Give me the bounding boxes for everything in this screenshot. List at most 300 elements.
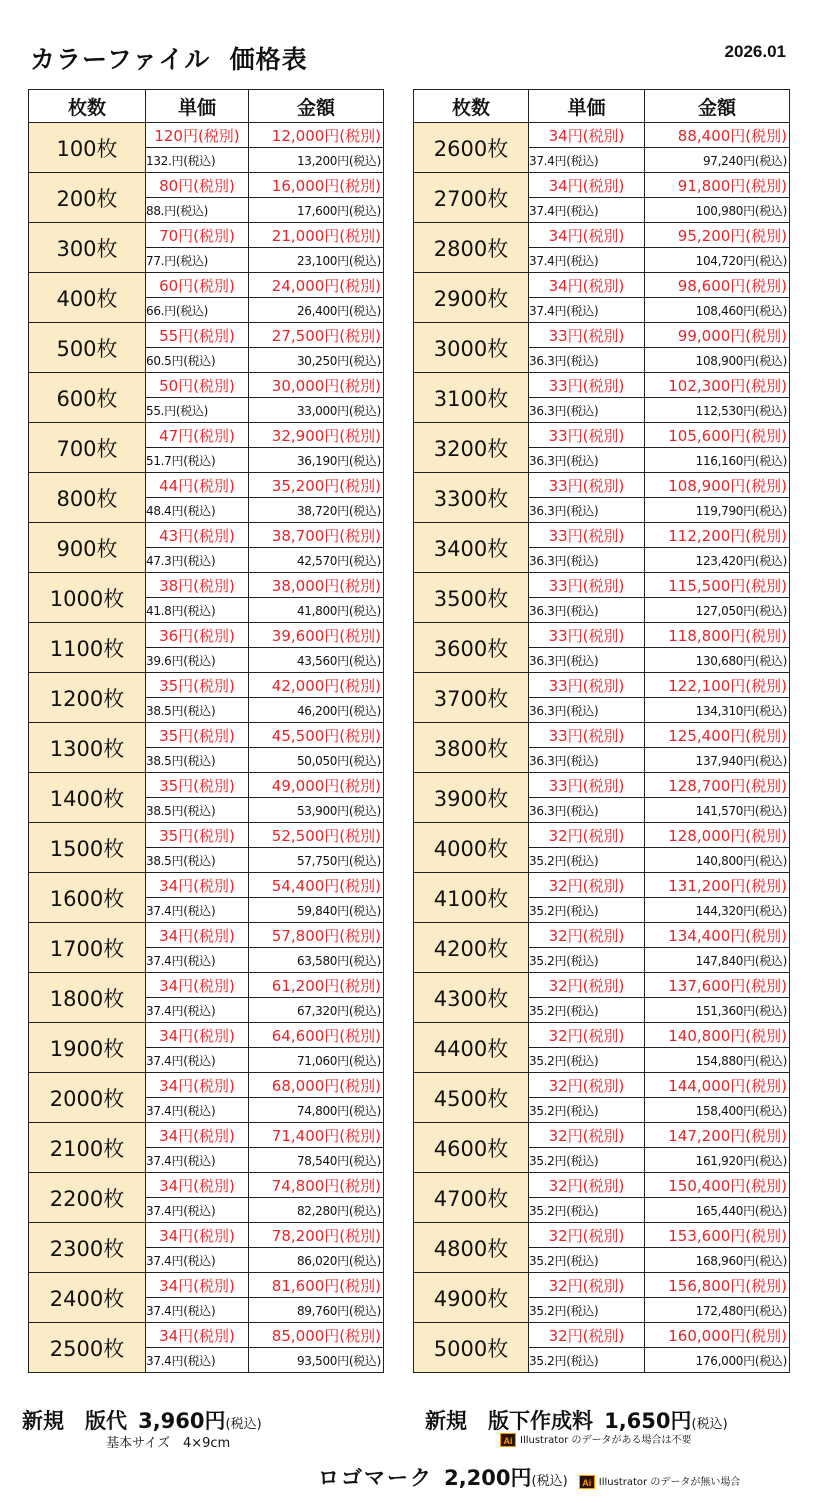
table-row	[29, 423, 384, 448]
header-amount: 金額	[249, 90, 384, 123]
amount-excl-tax: 74,800円(税別)	[249, 1173, 384, 1198]
unit-price-excl-tax: 34円(税別)	[529, 123, 645, 148]
quantity-cell: 2500枚	[29, 1323, 146, 1373]
quantity-cell: 2700枚	[414, 173, 529, 223]
amount-incl-tax: 141,570円(税込)	[645, 798, 790, 823]
unit-price-incl-tax: 37.4円(税込)	[146, 1098, 249, 1123]
amount-excl-tax: 91,800円(税別)	[645, 173, 790, 198]
unit-price-incl-tax: 36.3円(税込)	[529, 698, 645, 723]
amount-excl-tax: 12,000円(税別)	[249, 123, 384, 148]
unit-price-excl-tax: 55円(税別)	[146, 323, 249, 348]
quantity-cell: 900枚	[29, 523, 146, 573]
amount-excl-tax: 57,800円(税別)	[249, 923, 384, 948]
unit-price-incl-tax: 55.円(税込)	[146, 398, 249, 423]
unit-price-incl-tax: 36.3円(税込)	[529, 798, 645, 823]
logo-fee-tax: (税込)	[531, 1474, 568, 1489]
unit-price-incl-tax: 41.8円(税込)	[146, 598, 249, 623]
table-row	[414, 1273, 790, 1298]
quantity-cell: 1600枚	[29, 873, 146, 923]
unit-price-excl-tax: 50円(税別)	[146, 373, 249, 398]
amount-excl-tax: 147,200円(税別)	[645, 1123, 790, 1148]
amount-excl-tax: 156,800円(税別)	[645, 1273, 790, 1298]
amount-incl-tax: 165,440円(税込)	[645, 1198, 790, 1223]
amount-incl-tax: 78,540円(税込)	[249, 1148, 384, 1173]
amount-incl-tax: 176,000円(税込)	[645, 1348, 790, 1373]
quantity-cell: 4900枚	[414, 1273, 529, 1323]
table-row	[414, 1223, 790, 1248]
table-row	[414, 123, 790, 148]
unit-price-incl-tax: 66.円(税込)	[146, 298, 249, 323]
amount-excl-tax: 78,200円(税別)	[249, 1223, 384, 1248]
amount-incl-tax: 13,200円(税込)	[249, 148, 384, 173]
table-row	[414, 823, 790, 848]
quantity-cell: 2600枚	[414, 123, 529, 173]
unit-price-incl-tax: 36.3円(税込)	[529, 548, 645, 573]
table-row	[29, 1223, 384, 1248]
plate-fee-label: 新規 版代	[22, 1409, 127, 1433]
unit-price-incl-tax: 36.3円(税込)	[529, 448, 645, 473]
quantity-cell: 3400枚	[414, 523, 529, 573]
amount-incl-tax: 127,050円(税込)	[645, 598, 790, 623]
unit-price-excl-tax: 47円(税別)	[146, 423, 249, 448]
amount-excl-tax: 134,400円(税別)	[645, 923, 790, 948]
amount-excl-tax: 38,700円(税別)	[249, 523, 384, 548]
table-row	[29, 1273, 384, 1298]
quantity-cell: 2400枚	[29, 1273, 146, 1323]
amount-excl-tax: 24,000円(税別)	[249, 273, 384, 298]
unit-price-excl-tax: 34円(税別)	[146, 1023, 249, 1048]
page-title: カラーファイル 価格表	[30, 45, 308, 74]
amount-incl-tax: 67,320円(税込)	[249, 998, 384, 1023]
blockcopy-fee-label: 新規 版下作成料	[425, 1409, 593, 1433]
table-row	[29, 123, 384, 148]
unit-price-excl-tax: 35円(税別)	[146, 673, 249, 698]
amount-incl-tax: 63,580円(税込)	[249, 948, 384, 973]
unit-price-incl-tax: 36.3円(税込)	[529, 498, 645, 523]
amount-incl-tax: 112,530円(税込)	[645, 398, 790, 423]
table-row	[29, 873, 384, 898]
table-row	[414, 673, 790, 698]
unit-price-incl-tax: 88.円(税込)	[146, 198, 249, 223]
quantity-cell: 2000枚	[29, 1073, 146, 1123]
amount-incl-tax: 158,400円(税込)	[645, 1098, 790, 1123]
amount-excl-tax: 108,900円(税別)	[645, 473, 790, 498]
logo-fee-label: ロゴマーク	[318, 1466, 433, 1490]
unit-price-incl-tax: 37.4円(税込)	[146, 1198, 249, 1223]
unit-price-incl-tax: 35.2円(税込)	[529, 1098, 645, 1123]
table-row	[414, 973, 790, 998]
table-row	[414, 1123, 790, 1148]
table-row	[29, 1023, 384, 1048]
header-amount: 金額	[645, 90, 790, 123]
amount-incl-tax: 43,560円(税込)	[249, 648, 384, 673]
quantity-cell: 3200枚	[414, 423, 529, 473]
quantity-cell: 4500枚	[414, 1073, 529, 1123]
blockcopy-note-text: Illustrator のデータがある場合は不要	[520, 1435, 692, 1446]
unit-price-incl-tax: 37.4円(税込)	[529, 298, 645, 323]
amount-incl-tax: 134,310円(税込)	[645, 698, 790, 723]
amount-excl-tax: 150,400円(税別)	[645, 1173, 790, 1198]
unit-price-excl-tax: 70円(税別)	[146, 223, 249, 248]
unit-price-excl-tax: 32円(税別)	[529, 1023, 645, 1048]
amount-excl-tax: 61,200円(税別)	[249, 973, 384, 998]
unit-price-excl-tax: 34円(税別)	[146, 923, 249, 948]
plate-fee-price: 3,960円	[138, 1409, 226, 1433]
unit-price-incl-tax: 60.5円(税込)	[146, 348, 249, 373]
unit-price-excl-tax: 32円(税別)	[529, 823, 645, 848]
amount-excl-tax: 68,000円(税別)	[249, 1073, 384, 1098]
amount-incl-tax: 30,250円(税込)	[249, 348, 384, 373]
table-row	[29, 223, 384, 248]
amount-incl-tax: 130,680円(税込)	[645, 648, 790, 673]
amount-excl-tax: 30,000円(税別)	[249, 373, 384, 398]
table-row	[29, 923, 384, 948]
unit-price-incl-tax: 38.5円(税込)	[146, 698, 249, 723]
unit-price-excl-tax: 32円(税別)	[529, 1173, 645, 1198]
unit-price-excl-tax: 35円(税別)	[146, 723, 249, 748]
unit-price-excl-tax: 34円(税別)	[146, 1173, 249, 1198]
header-qty: 枚数	[414, 90, 529, 123]
quantity-cell: 2800枚	[414, 223, 529, 273]
unit-price-excl-tax: 34円(税別)	[146, 1323, 249, 1348]
amount-incl-tax: 89,760円(税込)	[249, 1298, 384, 1323]
unit-price-excl-tax: 34円(税別)	[146, 1073, 249, 1098]
amount-incl-tax: 26,400円(税込)	[249, 298, 384, 323]
amount-incl-tax: 97,240円(税込)	[645, 148, 790, 173]
amount-incl-tax: 41,800円(税込)	[249, 598, 384, 623]
unit-price-excl-tax: 33円(税別)	[529, 523, 645, 548]
date-label: 2026.01	[724, 42, 786, 61]
header-unit-price: 単価	[146, 90, 249, 123]
unit-price-incl-tax: 37.4円(税込)	[146, 1298, 249, 1323]
unit-price-excl-tax: 34円(税別)	[529, 223, 645, 248]
quantity-cell: 3600枚	[414, 623, 529, 673]
amount-excl-tax: 45,500円(税別)	[249, 723, 384, 748]
table-row	[29, 973, 384, 998]
table-row	[414, 1323, 790, 1348]
amount-excl-tax: 27,500円(税別)	[249, 323, 384, 348]
amount-incl-tax: 42,570円(税込)	[249, 548, 384, 573]
unit-price-excl-tax: 32円(税別)	[529, 1123, 645, 1148]
quantity-cell: 1000枚	[29, 573, 146, 623]
table-row	[29, 823, 384, 848]
amount-excl-tax: 81,600円(税別)	[249, 1273, 384, 1298]
amount-excl-tax: 39,600円(税別)	[249, 623, 384, 648]
unit-price-excl-tax: 80円(税別)	[146, 173, 249, 198]
table-row	[414, 1023, 790, 1048]
amount-excl-tax: 115,500円(税別)	[645, 573, 790, 598]
unit-price-incl-tax: 37.4円(税込)	[146, 998, 249, 1023]
amount-excl-tax: 21,000円(税別)	[249, 223, 384, 248]
amount-incl-tax: 33,000円(税込)	[249, 398, 384, 423]
unit-price-incl-tax: 35.2円(税込)	[529, 1298, 645, 1323]
unit-price-excl-tax: 33円(税別)	[529, 373, 645, 398]
unit-price-excl-tax: 33円(税別)	[529, 723, 645, 748]
amount-excl-tax: 137,600円(税別)	[645, 973, 790, 998]
quantity-cell: 400枚	[29, 273, 146, 323]
unit-price-incl-tax: 35.2円(税込)	[529, 1048, 645, 1073]
price-table-left	[28, 89, 384, 1373]
unit-price-excl-tax: 32円(税別)	[529, 1273, 645, 1298]
unit-price-incl-tax: 38.5円(税込)	[146, 748, 249, 773]
unit-price-incl-tax: 37.4円(税込)	[146, 898, 249, 923]
unit-price-excl-tax: 38円(税別)	[146, 573, 249, 598]
table-row	[414, 873, 790, 898]
quantity-cell: 4400枚	[414, 1023, 529, 1073]
amount-incl-tax: 23,100円(税込)	[249, 248, 384, 273]
unit-price-excl-tax: 34円(税別)	[146, 1223, 249, 1248]
table-row	[29, 373, 384, 398]
table-row	[29, 573, 384, 598]
quantity-cell: 500枚	[29, 323, 146, 373]
amount-incl-tax: 119,790円(税込)	[645, 498, 790, 523]
unit-price-incl-tax: 77.円(税込)	[146, 248, 249, 273]
unit-price-excl-tax: 32円(税別)	[529, 973, 645, 998]
table-row	[414, 173, 790, 198]
quantity-cell: 4000枚	[414, 823, 529, 873]
quantity-cell: 4300枚	[414, 973, 529, 1023]
amount-excl-tax: 35,200円(税別)	[249, 473, 384, 498]
unit-price-excl-tax: 34円(税別)	[146, 1123, 249, 1148]
table-row	[414, 523, 790, 548]
amount-excl-tax: 128,000円(税別)	[645, 823, 790, 848]
unit-price-incl-tax: 47.3円(税込)	[146, 548, 249, 573]
amount-excl-tax: 32,900円(税別)	[249, 423, 384, 448]
amount-excl-tax: 122,100円(税別)	[645, 673, 790, 698]
table-row	[29, 1173, 384, 1198]
amount-excl-tax: 118,800円(税別)	[645, 623, 790, 648]
unit-price-excl-tax: 32円(税別)	[529, 923, 645, 948]
unit-price-excl-tax: 44円(税別)	[146, 473, 249, 498]
amount-excl-tax: 128,700円(税別)	[645, 773, 790, 798]
quantity-cell: 3700枚	[414, 673, 529, 723]
quantity-cell: 3800枚	[414, 723, 529, 773]
quantity-cell: 4700枚	[414, 1173, 529, 1223]
amount-incl-tax: 147,840円(税込)	[645, 948, 790, 973]
unit-price-incl-tax: 35.2円(税込)	[529, 998, 645, 1023]
blockcopy-note	[500, 1431, 692, 1447]
amount-excl-tax: 52,500円(税別)	[249, 823, 384, 848]
unit-price-incl-tax: 35.2円(税込)	[529, 1198, 645, 1223]
table-row	[414, 573, 790, 598]
quantity-cell: 3100枚	[414, 373, 529, 423]
table-row	[414, 373, 790, 398]
amount-incl-tax: 57,750円(税込)	[249, 848, 384, 873]
amount-incl-tax: 71,060円(税込)	[249, 1048, 384, 1073]
amount-excl-tax: 98,600円(税別)	[645, 273, 790, 298]
amount-incl-tax: 168,960円(税込)	[645, 1248, 790, 1273]
header-qty: 枚数	[29, 90, 146, 123]
amount-excl-tax: 71,400円(税別)	[249, 1123, 384, 1148]
table-row	[414, 223, 790, 248]
amount-incl-tax: 108,900円(税込)	[645, 348, 790, 373]
unit-price-excl-tax: 34円(税別)	[146, 1273, 249, 1298]
logo-note	[579, 1477, 741, 1488]
plate-fee-tax: (税込)	[225, 1417, 262, 1432]
unit-price-excl-tax: 34円(税別)	[146, 873, 249, 898]
quantity-cell: 2100枚	[29, 1123, 146, 1173]
amount-excl-tax: 140,800円(税別)	[645, 1023, 790, 1048]
table-row	[414, 1173, 790, 1198]
table-row	[414, 273, 790, 298]
quantity-cell: 800枚	[29, 473, 146, 523]
amount-excl-tax: 54,400円(税別)	[249, 873, 384, 898]
unit-price-excl-tax: 34円(税別)	[529, 173, 645, 198]
quantity-cell: 1700枚	[29, 923, 146, 973]
unit-price-excl-tax: 33円(税別)	[529, 323, 645, 348]
logo-fee	[318, 1462, 740, 1492]
amount-incl-tax: 53,900円(税込)	[249, 798, 384, 823]
amount-excl-tax: 85,000円(税別)	[249, 1323, 384, 1348]
unit-price-incl-tax: 39.6円(税込)	[146, 648, 249, 673]
amount-incl-tax: 17,600円(税込)	[249, 198, 384, 223]
amount-excl-tax: 105,600円(税別)	[645, 423, 790, 448]
table-header-row	[29, 90, 384, 123]
amount-incl-tax: 137,940円(税込)	[645, 748, 790, 773]
unit-price-excl-tax: 33円(税別)	[529, 573, 645, 598]
illustrator-icon: Ai	[500, 1433, 516, 1447]
quantity-cell: 4600枚	[414, 1123, 529, 1173]
unit-price-incl-tax: 36.3円(税込)	[529, 348, 645, 373]
amount-excl-tax: 49,000円(税別)	[249, 773, 384, 798]
quantity-cell: 100枚	[29, 123, 146, 173]
unit-price-excl-tax: 33円(税別)	[529, 673, 645, 698]
amount-excl-tax: 99,000円(税別)	[645, 323, 790, 348]
amount-incl-tax: 104,720円(税込)	[645, 248, 790, 273]
table-row	[414, 423, 790, 448]
unit-price-excl-tax: 35円(税別)	[146, 823, 249, 848]
amount-incl-tax: 59,840円(税込)	[249, 898, 384, 923]
amount-incl-tax: 154,880円(税込)	[645, 1048, 790, 1073]
unit-price-excl-tax: 34円(税別)	[529, 273, 645, 298]
amount-incl-tax: 86,020円(税込)	[249, 1248, 384, 1273]
unit-price-excl-tax: 32円(税別)	[529, 1073, 645, 1098]
quantity-cell: 1100枚	[29, 623, 146, 673]
amount-incl-tax: 50,050円(税込)	[249, 748, 384, 773]
amount-excl-tax: 42,000円(税別)	[249, 673, 384, 698]
amount-incl-tax: 151,360円(税込)	[645, 998, 790, 1023]
amount-excl-tax: 160,000円(税別)	[645, 1323, 790, 1348]
table-row	[29, 173, 384, 198]
table-row	[29, 723, 384, 748]
table-row	[29, 1073, 384, 1098]
unit-price-incl-tax: 38.5円(税込)	[146, 798, 249, 823]
unit-price-incl-tax: 37.4円(税込)	[529, 248, 645, 273]
unit-price-excl-tax: 60円(税別)	[146, 273, 249, 298]
table-row	[414, 1073, 790, 1098]
quantity-cell: 4800枚	[414, 1223, 529, 1273]
table-row	[414, 773, 790, 798]
amount-incl-tax: 74,800円(税込)	[249, 1098, 384, 1123]
amount-incl-tax: 93,500円(税込)	[249, 1348, 384, 1373]
unit-price-incl-tax: 37.4円(税込)	[146, 1048, 249, 1073]
amount-incl-tax: 100,980円(税込)	[645, 198, 790, 223]
quantity-cell: 3000枚	[414, 323, 529, 373]
unit-price-incl-tax: 37.4円(税込)	[146, 1348, 249, 1373]
amount-incl-tax: 46,200円(税込)	[249, 698, 384, 723]
unit-price-incl-tax: 35.2円(税込)	[529, 1348, 645, 1373]
unit-price-incl-tax: 35.2円(税込)	[529, 1248, 645, 1273]
table-row	[414, 623, 790, 648]
header-unit-price: 単価	[529, 90, 645, 123]
amount-excl-tax: 131,200円(税別)	[645, 873, 790, 898]
quantity-cell: 200枚	[29, 173, 146, 223]
unit-price-incl-tax: 35.2円(税込)	[529, 1148, 645, 1173]
table-row	[414, 723, 790, 748]
amount-incl-tax: 82,280円(税込)	[249, 1198, 384, 1223]
quantity-cell: 1900枚	[29, 1023, 146, 1073]
unit-price-excl-tax: 33円(税別)	[529, 623, 645, 648]
unit-price-incl-tax: 37.4円(税込)	[146, 1148, 249, 1173]
table-row	[29, 773, 384, 798]
unit-price-incl-tax: 48.4円(税込)	[146, 498, 249, 523]
amount-excl-tax: 64,600円(税別)	[249, 1023, 384, 1048]
quantity-cell: 3900枚	[414, 773, 529, 823]
unit-price-incl-tax: 35.2円(税込)	[529, 948, 645, 973]
quantity-cell: 600枚	[29, 373, 146, 423]
amount-incl-tax: 36,190円(税込)	[249, 448, 384, 473]
quantity-cell: 3300枚	[414, 473, 529, 523]
unit-price-incl-tax: 51.7円(税込)	[146, 448, 249, 473]
unit-price-excl-tax: 34円(税別)	[146, 973, 249, 998]
unit-price-incl-tax: 38.5円(税込)	[146, 848, 249, 873]
unit-price-incl-tax: 37.4円(税込)	[529, 148, 645, 173]
quantity-cell: 2300枚	[29, 1223, 146, 1273]
table-row	[29, 523, 384, 548]
unit-price-excl-tax: 43円(税別)	[146, 523, 249, 548]
blockcopy-fee-price: 1,650円	[604, 1409, 692, 1433]
table-row	[29, 623, 384, 648]
amount-incl-tax: 172,480円(税込)	[645, 1298, 790, 1323]
unit-price-excl-tax: 35円(税別)	[146, 773, 249, 798]
amount-incl-tax: 161,920円(税込)	[645, 1148, 790, 1173]
amount-excl-tax: 125,400円(税別)	[645, 723, 790, 748]
table-row	[414, 323, 790, 348]
quantity-cell: 3500枚	[414, 573, 529, 623]
unit-price-incl-tax: 37.4円(税込)	[529, 198, 645, 223]
plate-fee	[22, 1405, 262, 1435]
quantity-cell: 2900枚	[414, 273, 529, 323]
amount-incl-tax: 140,800円(税込)	[645, 848, 790, 873]
table-row	[29, 1323, 384, 1348]
amount-excl-tax: 144,000円(税別)	[645, 1073, 790, 1098]
amount-incl-tax: 38,720円(税込)	[249, 498, 384, 523]
amount-excl-tax: 95,200円(税別)	[645, 223, 790, 248]
unit-price-excl-tax: 120円(税別)	[146, 123, 249, 148]
quantity-cell: 1800枚	[29, 973, 146, 1023]
blockcopy-fee-tax: (税込)	[691, 1417, 728, 1432]
logo-fee-price: 2,200円	[444, 1466, 532, 1490]
unit-price-incl-tax: 36.3円(税込)	[529, 748, 645, 773]
unit-price-excl-tax: 32円(税別)	[529, 873, 645, 898]
quantity-cell: 4200枚	[414, 923, 529, 973]
unit-price-excl-tax: 33円(税別)	[529, 423, 645, 448]
amount-excl-tax: 102,300円(税別)	[645, 373, 790, 398]
table-row	[29, 473, 384, 498]
table-row	[414, 923, 790, 948]
unit-price-excl-tax: 32円(税別)	[529, 1323, 645, 1348]
table-row	[29, 273, 384, 298]
table-row	[29, 673, 384, 698]
amount-excl-tax: 16,000円(税別)	[249, 173, 384, 198]
illustrator-icon: Ai	[579, 1475, 595, 1489]
amount-incl-tax: 144,320円(税込)	[645, 898, 790, 923]
quantity-cell: 700枚	[29, 423, 146, 473]
amount-excl-tax: 38,000円(税別)	[249, 573, 384, 598]
amount-incl-tax: 123,420円(税込)	[645, 548, 790, 573]
unit-price-incl-tax: 132.円(税込)	[146, 148, 249, 173]
unit-price-incl-tax: 35.2円(税込)	[529, 898, 645, 923]
